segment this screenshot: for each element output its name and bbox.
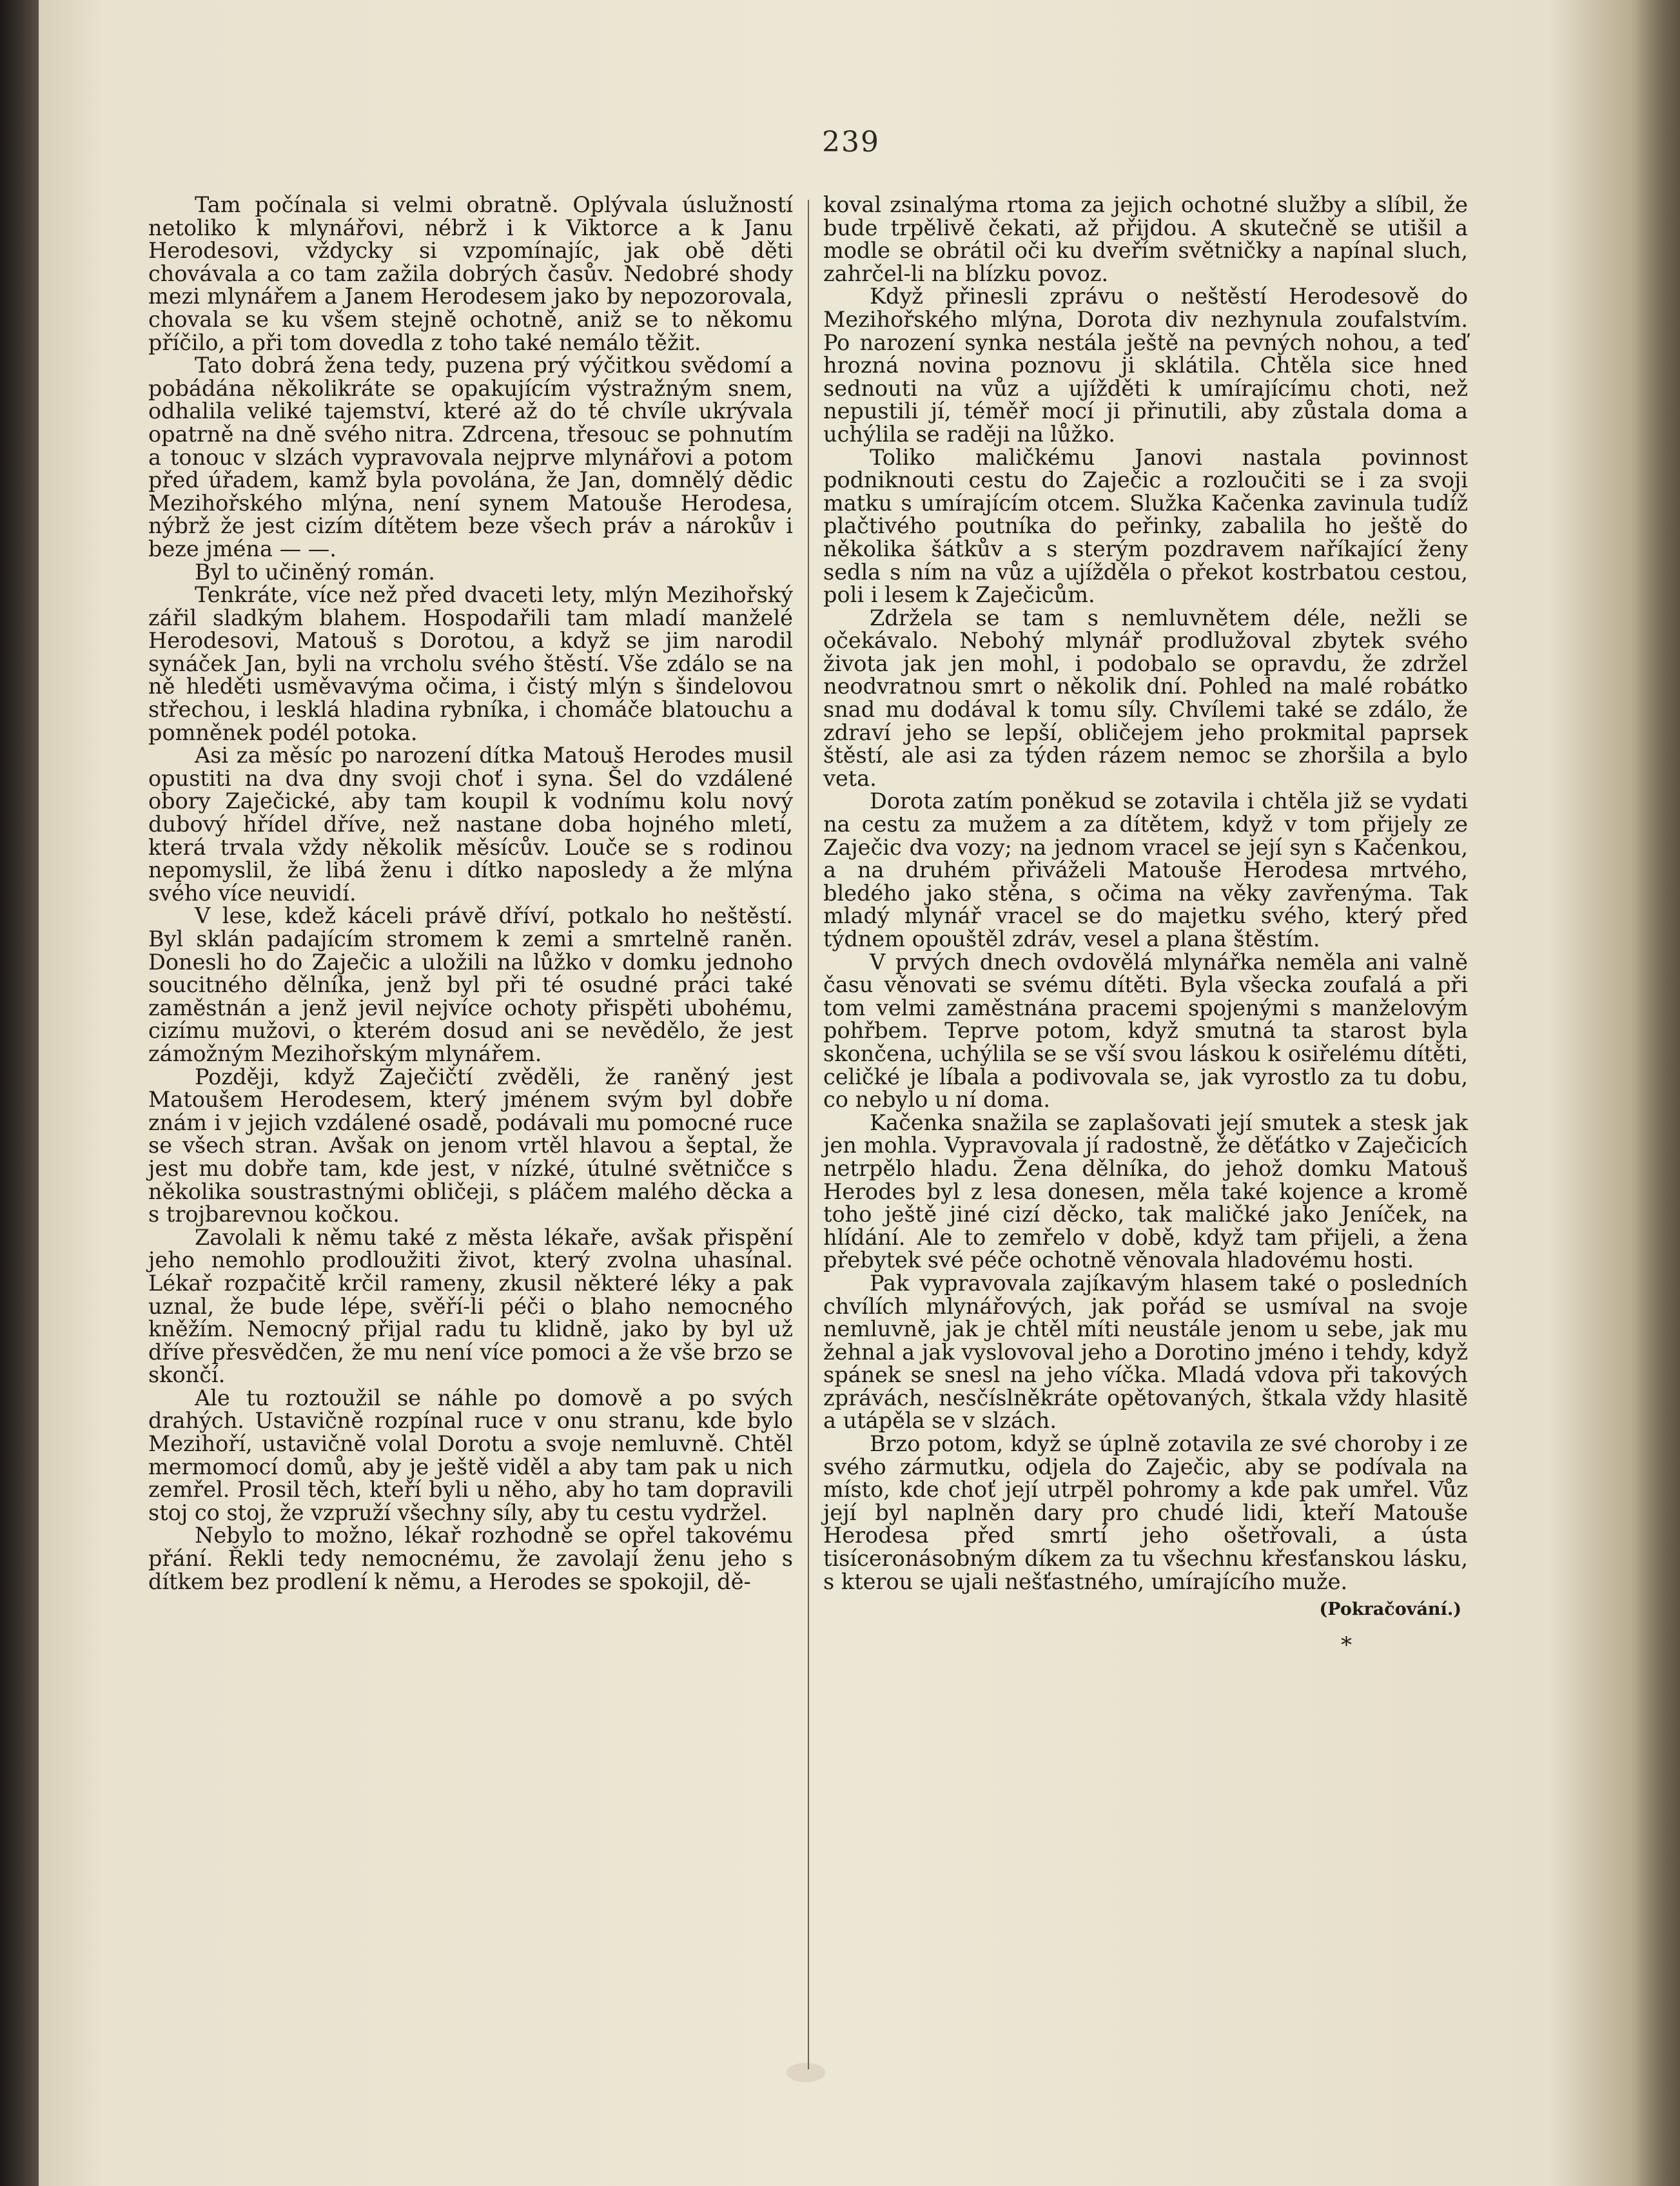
paragraph: Toliko maličkému Janovi nastala povinnost podniknouti cestu do Zaječic a rozloučiti se i za svoji matku s umírajícím otcem. Služka Kačenka zavinula tudíž plačtivého poutníka do peřinky, zabalila ho ještě do několika šátkův a s sterým pozdravem naříkající ženy sedla s ním na vůz a ujížděla o překot kostrbatou cestou, poli i lesem k Zaječicům. [823,444,1468,608]
column-divider [808,200,809,2069]
paragraph: koval zsinalýma rtoma za jejich ochotné služby a slíbil, že bude trpělivě čekati, až přijdou. A skutečně se utišil a modle se obrátil oči ku dveřím světničky a napínal sluch, zahrčel-li na blízku povoz. [823,192,1468,286]
paragraph: V lese, kdež káceli právě dříví, potkalo ho neštěstí. Byl sklán padajícím stromem k zemi a smrtelně raněn. Donesli ho do Zaječic a uložili na lůžko v domku jednoho soucitného dělníka, jenž byl při té osudné práci také zaměstnán a jenž jevil nejvíce ochoty přispěti ubohému, cizímu mužovi, o kterém dosud ani se nevědělo, že jest zámožným Mezihořským mlynářem. [148,903,793,1066]
paragraph: Asi za měsíc po narození dítka Matouš Herodes musil opustiti na dva dny svoji choť i syna. Šel do vzdálené obory Zaječické, aby tam koupil k vodnímu kolu nový dubový hřídel dříve, než nastane doba hojného mletí, která trvala vždy několik měsícův. Louče se s rodinou nepomyslil, že libá ženu i dítko naposledy a že mlýna svého více neuvidí. [148,743,793,906]
paragraph: Brzo potom, když se úplně zotavila ze své choroby i ze svého zármutku, odjela do Zaječic, aby se podívala na místo, kde choť její utrpěl pohromy a kde pak umřel. Vůz její byl naplněn dary pro chudé lidi, kteří Matouše Herodesa před smrtí jeho ošetřovali, a ústa tisíceronásobným díkem za tu všechnu křesťanskou lásku, s kterou se ujali nešťastného, umírajícího muže. [823,1431,1468,1594]
section-end-mark: * [1341,1632,1352,1658]
paragraph: Zavolali k němu také z města lékaře, avšak přispění jeho nemohlo prodloužiti život, který zvolna uhasínal. Lékař rozpačitě krčil rameny, zkusil některé léky a pak uznal, že bude lépe, svěří-li péči o blaho nemocného kněžím. Nemocný přijal radu tu klidně, jako by byl už dříve přesvědčen, že mu není více pomoci a že vše brzo se skončí. [148,1224,793,1388]
page-number: 239 [822,126,880,159]
paragraph: Byl to učiněný román. [195,559,435,585]
paragraph: Ale tu roztoužil se náhle po domově a po svých drahých. Ustavičně rozpínal ruce v onu stranu, kde bylo Mezihoří, ustavičně volal Dorotu a svoje nemluvně. Chtěl mermomocí domů, aby je ještě viděl a aby tam pak u nich zemřel. Prosil těch, kteří byli u něho, aby ho tam dopravili stoj co stoj, že vzpruží všechny síly, aby tu cestu vydržel. [148,1385,793,1525]
right-text-column [823,193,1468,1657]
paper-stain [786,2063,825,2082]
paragraph: Tato dobrá žena tedy, puzena prý výčitkou svědomí a pobádána několikráte se opakujícím výstražným snem, odhalila veliké tajemství, které až do té chvíle ukrývala opatrně na dně svého nitra. Zdrcena, třesouc se pohnutím a tonouc v slzách vypravovala nejprve mlynářovi a potom před úřadem, kamž byla povolána, že Jan, domnělý dědic Mezihořského mlýna, není synem Matouše Herodesa, nýbrž že jest cizím dítětem beze všech práv a nárokův i beze jména — —. [148,353,793,561]
paragraph: Když přinesli zprávu o neštěstí Herodesově do Mezihořského mlýna, Dorota div nezhynula zoufalstvím. Po narození synka nestála ještě na pevných nohou, a teď hrozná novina poznovu ji sklátila. Chtěla sice hned sednouti na vůz a ujížděti k umírajícímu choti, než nepustili jí, téměř mocí ji přinutili, aby zůstala doma a uchýlila se raději na lůžko. [823,284,1468,447]
paragraph: V prvých dnech ovdovělá mlynářka neměla ani valně času věnovati se svému dítěti. Byla všecka zoufalá a při tom velmi zaměstnána pracemi spojenými s manželovým pohřbem. Teprve potom, když smutná ta starost byla skončena, uchýlila se se vší svou láskou k osiřelému dítěti, celičké je líbala a podivovala se, jak vyrostlo za tu dobu, co nebylo u ní doma. [823,949,1468,1113]
book-spine [0,0,39,2186]
paragraph: Později, když Zaječičtí zvěděli, že raněný jest Matoušem Herodesem, který jménem svým byl dobře znám i v jejich vzdálené osadě, podávali mu pomocné ruce se všech stran. Avšak on jenom vrtěl hlavou a šeptal, že jest mu dobře tam, kde jest, v nízké, útulné světničce s několika soustrastnými obličeji, s pláčem malého děcka a s trojbarevnou kočkou. [148,1064,793,1227]
paragraph: Nebylo to možno, lékař rozhodně se opřel takovému přání. Řekli tedy nemocnému, že zavolají ženu jeho s dítkem bez prodlení k němu, a Herodes se spokojil, dě- [148,1523,793,1594]
page-edge-shadow [1635,0,1680,2186]
paragraph: Zdržela se tam s nemluvnětem déle, nežli se očekávalo. Nebohý mlynář prodlužoval zbytek svého života jak jen mohl, i podobalo se opravdu, že zdržel neodvratnou smrt o několik dní. Pohled na malé robátko snad mu dodával k tomu síly. Chvílemi také se zdálo, že zdraví jeho se lepší, obličejem jeho prokmital paprsek štěstí, ale asi za týden rázem nemoc se zhoršila a bylo veta. [823,605,1468,791]
paragraph: Kačenka snažila se zaplašovati její smutek a stesk jak jen mohla. Vypravovala jí radostně, že děťátko v Zaječicích netrpělo hladu. Žena dělníka, do jehož domku Matouš Herodes byl z lesa donesen, měla také kojence a kromě toho ještě jiné cizí děcko, tak maličké jako Jeníček, na hlídání. Ale to zemřelo v době, když tam přijeli, a žena přebytek své péče ochotně věnovala hladovému hosti. [823,1109,1468,1273]
paragraph: Tam počínala si velmi obratně. Oplývala úslužností netoliko k mlynářovi, nébrž i k Viktorce a k Janu Herodesovi, vždycky si vzpomínajíc, jak obě děti chovávala a co tam zažila dobrých časův. Nedobré shody mezi mlynářem a Janem Herodesem jako by nepozorovala, chovala se ku všem stejně ochotně, aniž se to někomu příčilo, a při tom dovedla z toho také nemálo těžit. [148,192,793,355]
continuation-note: (Pokračování.) [1319,1599,1461,1620]
paragraph: Tenkráte, více než před dvaceti lety, mlýn Mezihořský zářil sladkým blahem. Hospodařili tam mladí manželé Herodesovi, Matouš s Dorotou, a když se jim narodil synáček Jan, byli na vrcholu svého štěstí. Vše zdálo se na ně hleděti usměvavýma očima, i čistý mlýn s šindelovou střechou, i lesklá hladina rybníka, i chomáče blatouchu a pomněnek podél potoka. [148,582,793,745]
paragraph: Pak vypravovala zajíkavým hlasem také o posledních chvílích mlynářových, jak pořád se usmíval na svoje nemluvně, jak je chtěl míti neustále jenom u sebe, jak mu žehnal a jak vyslovoval jeho a Dorotino jméno i tehdy, když spánek se snesl na jeho víčka. Mladá vdova při takových zprávách, nesčíslněkráte opětovaných, štkala vždy hlasitě a utápěla se v slzách. [823,1270,1468,1434]
left-text-column [148,193,793,1593]
paragraph: Dorota zatím poněkud se zotavila i chtěla již se vydati na cestu za mužem a za dítětem, když v tom přijely ze Zaječic dva vozy; na jednom vracel se její syn s Kačenkou, a na druhém přiváželi Matouše Herodesa mrtvého, bledého jako stěna, s očima na věky zavřenýma. Tak mladý mlynář vracel se do majetku svého, který před týdnem opouštěl zdráv, vesel a plana štěstím. [823,788,1468,951]
